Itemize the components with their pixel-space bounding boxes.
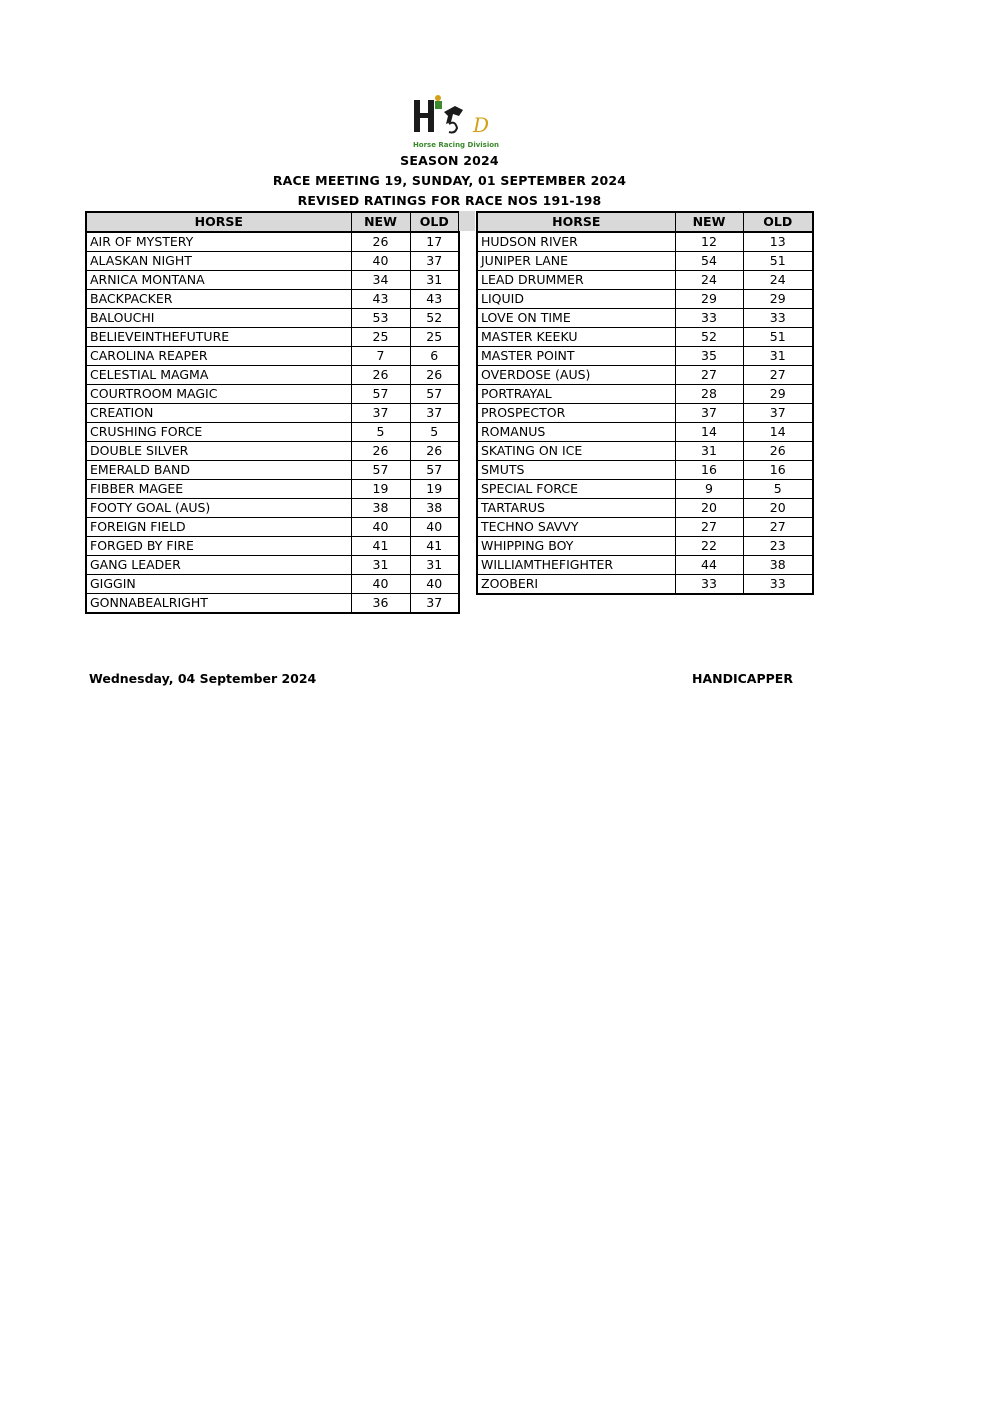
old-rating-cell: 38 [743,556,813,575]
horse-name-cell: GANG LEADER [86,556,351,575]
col-new-header: NEW [351,212,410,232]
new-rating-cell: 41 [351,537,410,556]
table-row [477,556,813,575]
new-rating-cell: 31 [351,556,410,575]
horse-name-cell: WHIPPING BOY [477,537,675,556]
new-rating-cell: 54 [675,252,743,271]
old-rating-cell: 23 [743,537,813,556]
table-row [86,575,459,594]
old-rating-cell: 33 [743,575,813,595]
horse-name-cell: CRUSHING FORCE [86,423,351,442]
col-old-header: OLD [743,212,813,232]
svg-text:D: D [473,113,490,137]
old-rating-cell: 24 [743,271,813,290]
table-row [477,290,813,309]
ratings-table-right [476,211,814,595]
table-row [86,366,459,385]
new-rating-cell: 34 [351,271,410,290]
horse-name-cell: BALOUCHI [86,309,351,328]
col-new-header: NEW [675,212,743,232]
new-rating-cell: 24 [675,271,743,290]
logo-caption: Horse Racing Division [412,141,500,149]
table-row [477,232,813,252]
horse-name-cell: LEAD DRUMMER [477,271,675,290]
old-rating-cell: 37 [410,252,459,271]
horse-name-cell: GONNABEALRIGHT [86,594,351,614]
new-rating-cell: 19 [351,480,410,499]
old-rating-cell: 27 [743,366,813,385]
horse-name-cell: BELIEVEINTHEFUTURE [86,328,351,347]
season-title: SEASON 2024 [400,153,499,168]
issue-date: Wednesday, 04 September 2024 [89,671,317,686]
horse-name-cell: DOUBLE SILVER [86,442,351,461]
table-row [86,442,459,461]
table-row [86,252,459,271]
table-row [86,290,459,309]
horse-name-cell: SKATING ON ICE [477,442,675,461]
col-horse-header: HORSE [86,212,351,232]
col-horse-header: HORSE [477,212,675,232]
old-rating-cell: 29 [743,290,813,309]
horse-name-cell: SPECIAL FORCE [477,480,675,499]
table-row [86,594,459,614]
table-row [86,385,459,404]
old-rating-cell: 5 [410,423,459,442]
new-rating-cell: 9 [675,480,743,499]
table-separator [459,211,475,231]
horse-name-cell: PORTRAYAL [477,385,675,404]
old-rating-cell: 33 [743,309,813,328]
horse-name-cell: COURTROOM MAGIC [86,385,351,404]
new-rating-cell: 52 [675,328,743,347]
new-rating-cell: 26 [351,442,410,461]
new-rating-cell: 40 [351,518,410,537]
hrd-logo [411,94,501,152]
table-row [477,309,813,328]
table-row [86,461,459,480]
new-rating-cell: 14 [675,423,743,442]
old-rating-cell: 19 [410,480,459,499]
horse-name-cell: PROSPECTOR [477,404,675,423]
table-row [477,328,813,347]
new-rating-cell: 38 [351,499,410,518]
table-row [477,423,813,442]
new-rating-cell: 33 [675,575,743,595]
horse-name-cell: TECHNO SAVVY [477,518,675,537]
horse-name-cell: TARTARUS [477,499,675,518]
new-rating-cell: 5 [351,423,410,442]
new-rating-cell: 20 [675,499,743,518]
table-row [477,499,813,518]
table-row [86,309,459,328]
horse-name-cell: FOOTY GOAL (AUS) [86,499,351,518]
horse-name-cell: CAROLINA REAPER [86,347,351,366]
old-rating-cell: 26 [743,442,813,461]
horse-name-cell: ROMANUS [477,423,675,442]
new-rating-cell: 25 [351,328,410,347]
new-rating-cell: 35 [675,347,743,366]
new-rating-cell: 26 [351,366,410,385]
new-rating-cell: 7 [351,347,410,366]
old-rating-cell: 51 [743,252,813,271]
old-rating-cell: 20 [743,499,813,518]
horse-name-cell: FORGED BY FIRE [86,537,351,556]
old-rating-cell: 16 [743,461,813,480]
table-row [86,480,459,499]
table-row [86,271,459,290]
old-rating-cell: 37 [410,594,459,614]
new-rating-cell: 33 [675,309,743,328]
new-rating-cell: 53 [351,309,410,328]
table-row [477,404,813,423]
old-rating-cell: 52 [410,309,459,328]
table-row [86,328,459,347]
new-rating-cell: 28 [675,385,743,404]
horse-name-cell: LOVE ON TIME [477,309,675,328]
horse-name-cell: CREATION [86,404,351,423]
table-row [477,347,813,366]
table-row [477,480,813,499]
table-row [477,518,813,537]
new-rating-cell: 16 [675,461,743,480]
old-rating-cell: 6 [410,347,459,366]
old-rating-cell: 31 [743,347,813,366]
horse-name-cell: CELESTIAL MAGMA [86,366,351,385]
new-rating-cell: 27 [675,518,743,537]
old-rating-cell: 17 [410,232,459,252]
table-row [86,423,459,442]
old-rating-cell: 26 [410,442,459,461]
old-rating-cell: 41 [410,537,459,556]
new-rating-cell: 37 [351,404,410,423]
horse-name-cell: MASTER KEEKU [477,328,675,347]
new-rating-cell: 37 [675,404,743,423]
new-rating-cell: 44 [675,556,743,575]
old-rating-cell: 40 [410,575,459,594]
old-rating-cell: 57 [410,385,459,404]
table-row [477,461,813,480]
signatory: HANDICAPPER [692,671,793,686]
horse-name-cell: LIQUID [477,290,675,309]
old-rating-cell: 57 [410,461,459,480]
new-rating-cell: 36 [351,594,410,614]
horse-name-cell: ALASKAN NIGHT [86,252,351,271]
horse-name-cell: OVERDOSE (AUS) [477,366,675,385]
table-row [86,556,459,575]
old-rating-cell: 25 [410,328,459,347]
table-row [86,499,459,518]
horse-name-cell: FIBBER MAGEE [86,480,351,499]
table-row [86,518,459,537]
old-rating-cell: 29 [743,385,813,404]
old-rating-cell: 14 [743,423,813,442]
new-rating-cell: 26 [351,232,410,252]
new-rating-cell: 12 [675,232,743,252]
old-rating-cell: 37 [410,404,459,423]
table-row [477,537,813,556]
horse-name-cell: ARNICA MONTANA [86,271,351,290]
new-rating-cell: 40 [351,575,410,594]
old-rating-cell: 51 [743,328,813,347]
meeting-title: RACE MEETING 19, SUNDAY, 01 SEPTEMBER 2024 [272,173,627,188]
table-row [477,366,813,385]
old-rating-cell: 37 [743,404,813,423]
horse-name-cell: EMERALD BAND [86,461,351,480]
table-row [86,537,459,556]
new-rating-cell: 57 [351,385,410,404]
old-rating-cell: 43 [410,290,459,309]
new-rating-cell: 31 [675,442,743,461]
table-row [86,232,459,252]
new-rating-cell: 43 [351,290,410,309]
new-rating-cell: 22 [675,537,743,556]
old-rating-cell: 38 [410,499,459,518]
horse-name-cell: JUNIPER LANE [477,252,675,271]
old-rating-cell: 26 [410,366,459,385]
ratings-subtitle: REVISED RATINGS FOR RACE NOS 191-198 [297,193,602,208]
new-rating-cell: 27 [675,366,743,385]
old-rating-cell: 13 [743,232,813,252]
table-row [86,404,459,423]
horse-name-cell: FOREIGN FIELD [86,518,351,537]
horse-name-cell: SMUTS [477,461,675,480]
table-row [477,385,813,404]
horse-name-cell: GIGGIN [86,575,351,594]
old-rating-cell: 31 [410,271,459,290]
horse-name-cell: WILLIAMTHEFIGHTER [477,556,675,575]
col-old-header: OLD [410,212,459,232]
horse-name-cell: AIR OF MYSTERY [86,232,351,252]
ratings-table-left [85,211,460,614]
old-rating-cell: 5 [743,480,813,499]
new-rating-cell: 57 [351,461,410,480]
horse-name-cell: ZOOBERI [477,575,675,595]
old-rating-cell: 27 [743,518,813,537]
table-row [477,575,813,595]
new-rating-cell: 29 [675,290,743,309]
table-row [477,252,813,271]
old-rating-cell: 31 [410,556,459,575]
table-row [86,347,459,366]
horse-name-cell: BACKPACKER [86,290,351,309]
horse-name-cell: HUDSON RIVER [477,232,675,252]
horse-name-cell: MASTER POINT [477,347,675,366]
table-row [477,442,813,461]
old-rating-cell: 40 [410,518,459,537]
new-rating-cell: 40 [351,252,410,271]
table-row [477,271,813,290]
